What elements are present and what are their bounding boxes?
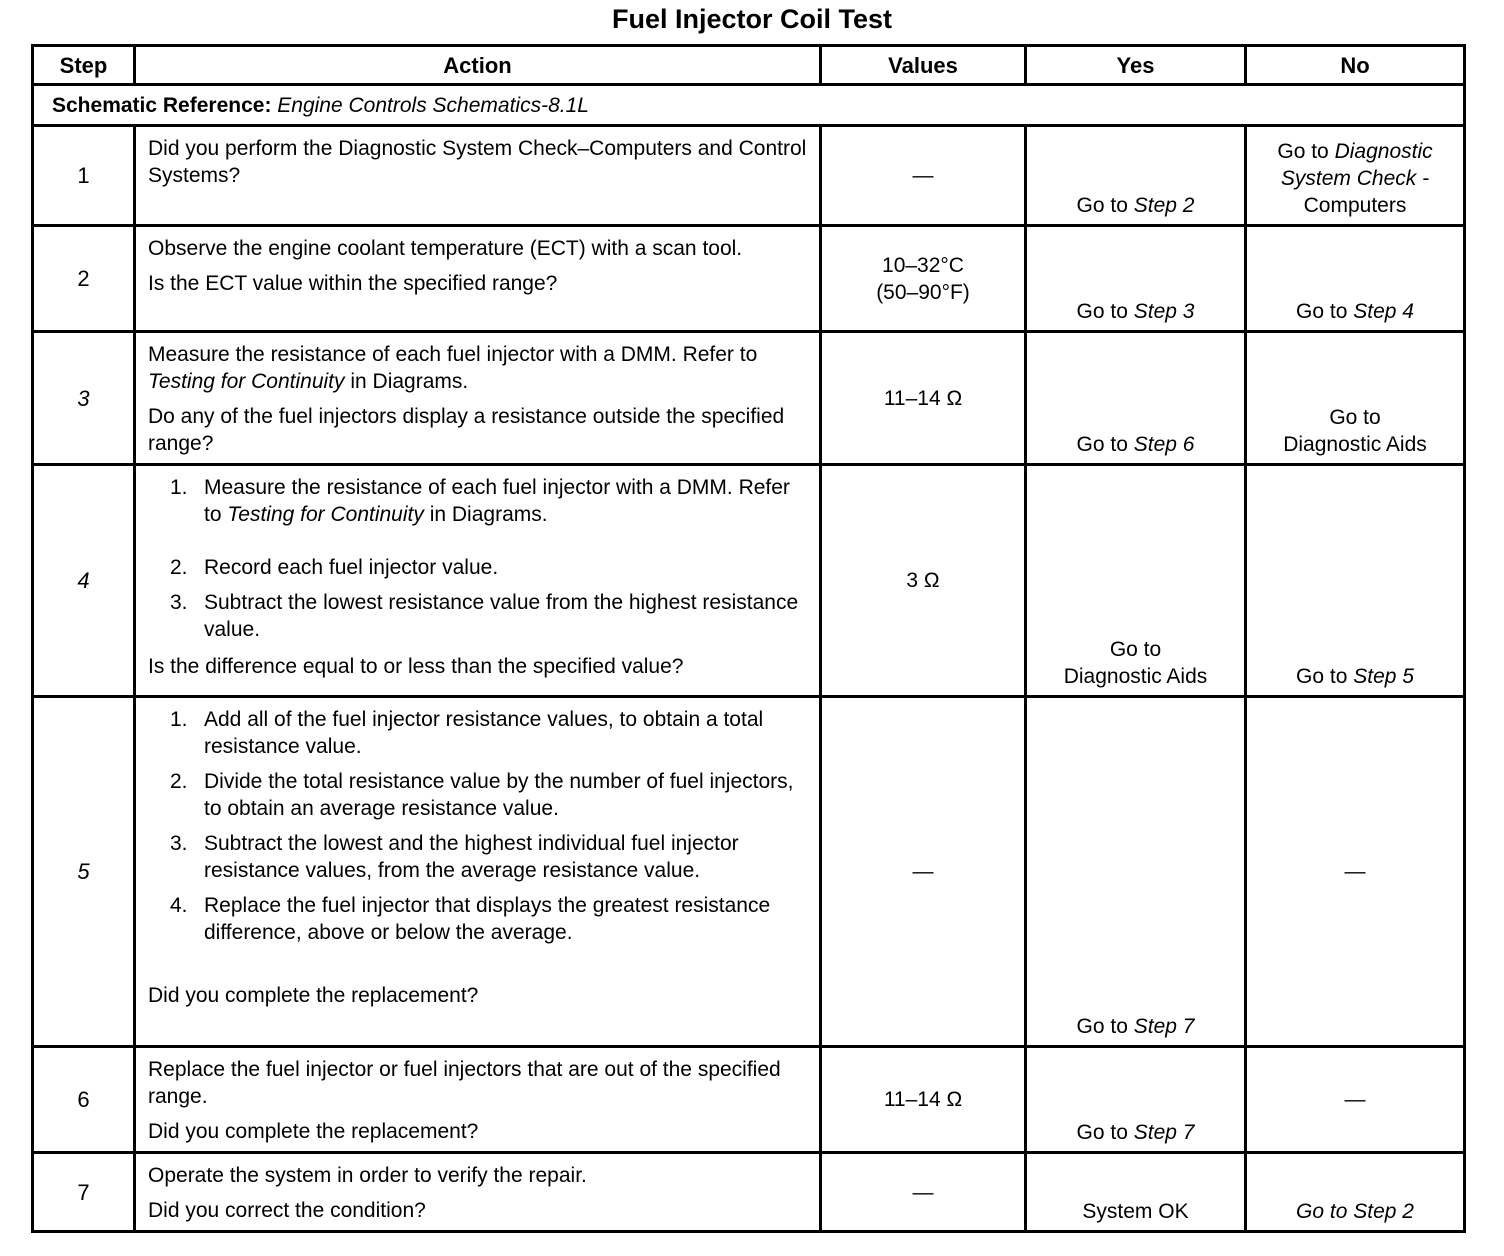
yes-cell: System OK	[1026, 1153, 1246, 1232]
list-item: 2. Divide the total resistance value by the number of fuel injectors, to obtain an average resistance value.	[170, 770, 794, 820]
table-row	[33, 126, 1465, 226]
table-row	[33, 332, 1465, 465]
no-cell: Go to Step 2	[1246, 1153, 1465, 1232]
no-cell: —	[1246, 1047, 1465, 1153]
header-row	[33, 46, 1465, 85]
action-cell: Operate the system in order to verify the repair. Did you correct the condition?	[135, 1153, 821, 1232]
action-cell: Replace the fuel injector or fuel injectors that are out of the specified range. Did you complete the replacement?	[135, 1047, 821, 1153]
table-row	[33, 697, 1465, 1047]
no-cell: —	[1246, 697, 1465, 1047]
yes-cell: Go to Step 3	[1026, 226, 1246, 332]
schematic-label: Schematic Reference:	[52, 93, 272, 117]
values-cell: 11–14 Ω	[821, 332, 1026, 465]
step-number: 1	[33, 126, 135, 226]
values-cell: —	[821, 126, 1026, 226]
list-item: 4. Replace the fuel injector that displays the greatest resistance difference, above or below the average.	[170, 894, 771, 944]
header-action: Action	[135, 46, 821, 85]
no-cell: Go to Step 5	[1246, 465, 1465, 697]
action-list	[148, 706, 807, 946]
values-cell: —	[821, 697, 1026, 1047]
list-item: 1. Measure the resistance of each fuel injector with a DMM. Refer to Testing for Continuity in Diagrams.	[170, 476, 790, 526]
no-cell: Go to Diagnostic System Check - Computers	[1246, 126, 1465, 226]
values-cell: —	[821, 1153, 1026, 1232]
step-number: 5	[33, 697, 135, 1047]
action-question: Did you complete the replacement?	[148, 984, 479, 1007]
yes-cell: Go to Step 2	[1026, 126, 1246, 226]
no-cell: Go to Step 4	[1246, 226, 1465, 332]
values-cell: 10–32°C (50–90°F)	[821, 226, 1026, 332]
action-cell	[135, 126, 821, 226]
list-item: 1. Add all of the fuel injector resistance values, to obtain a total resistance value.	[170, 708, 764, 758]
schematic-value: Engine Controls Schematics-8.1L	[277, 93, 589, 117]
table-row	[33, 465, 1465, 697]
no-cell: Go to Diagnostic Aids	[1246, 332, 1465, 465]
header-yes: Yes	[1026, 46, 1246, 85]
action-list	[148, 474, 807, 643]
yes-cell: Go to Step 6	[1026, 332, 1246, 465]
header-no: No	[1246, 46, 1465, 85]
header-values: Values	[821, 46, 1026, 85]
page-title: Fuel Injector Coil Test	[611, 4, 893, 34]
action-text: Did you perform the Diagnostic System Check–Computers and Control Systems?	[148, 137, 807, 187]
yes-cell: Go to Step 7	[1026, 1047, 1246, 1153]
schematic-row	[33, 85, 1465, 126]
yes-cell: Go to Step 7	[1026, 697, 1246, 1047]
step-number: 4	[33, 465, 135, 697]
action-question: Is the difference equal to or less than the specified value?	[148, 655, 684, 678]
diagnostic-table	[31, 44, 1466, 1233]
step-number: 6	[33, 1047, 135, 1153]
table-row	[33, 226, 1465, 332]
step-number: 2	[33, 226, 135, 332]
step-number: 3	[33, 332, 135, 465]
list-item: 3. Subtract the lowest and the highest individual fuel injector resistance values, from the average resistance value.	[170, 832, 739, 882]
table-row	[33, 1047, 1465, 1153]
list-item: 2. Record each fuel injector value.	[170, 556, 499, 579]
yes-cell: Go to Diagnostic Aids	[1026, 465, 1246, 697]
values-cell: 3 Ω	[821, 465, 1026, 697]
action-cell: Observe the engine coolant temperature (ECT) with a scan tool. Is the ECT value within the specified range?	[135, 226, 821, 332]
table-row	[33, 1153, 1465, 1232]
action-cell	[135, 697, 821, 1047]
header-step: Step	[33, 46, 135, 85]
action-cell	[135, 465, 821, 697]
step-number: 7	[33, 1153, 135, 1232]
action-cell: Measure the resistance of each fuel injector with a DMM. Refer to Testing for Continuity in Diagrams. Do any of the fuel injectors display a resistance outside the specified range?	[135, 332, 821, 465]
values-cell: 11–14 Ω	[821, 1047, 1026, 1153]
list-item: 3. Subtract the lowest resistance value from the highest resistance value.	[170, 591, 799, 641]
schematic-reference	[33, 85, 1465, 126]
